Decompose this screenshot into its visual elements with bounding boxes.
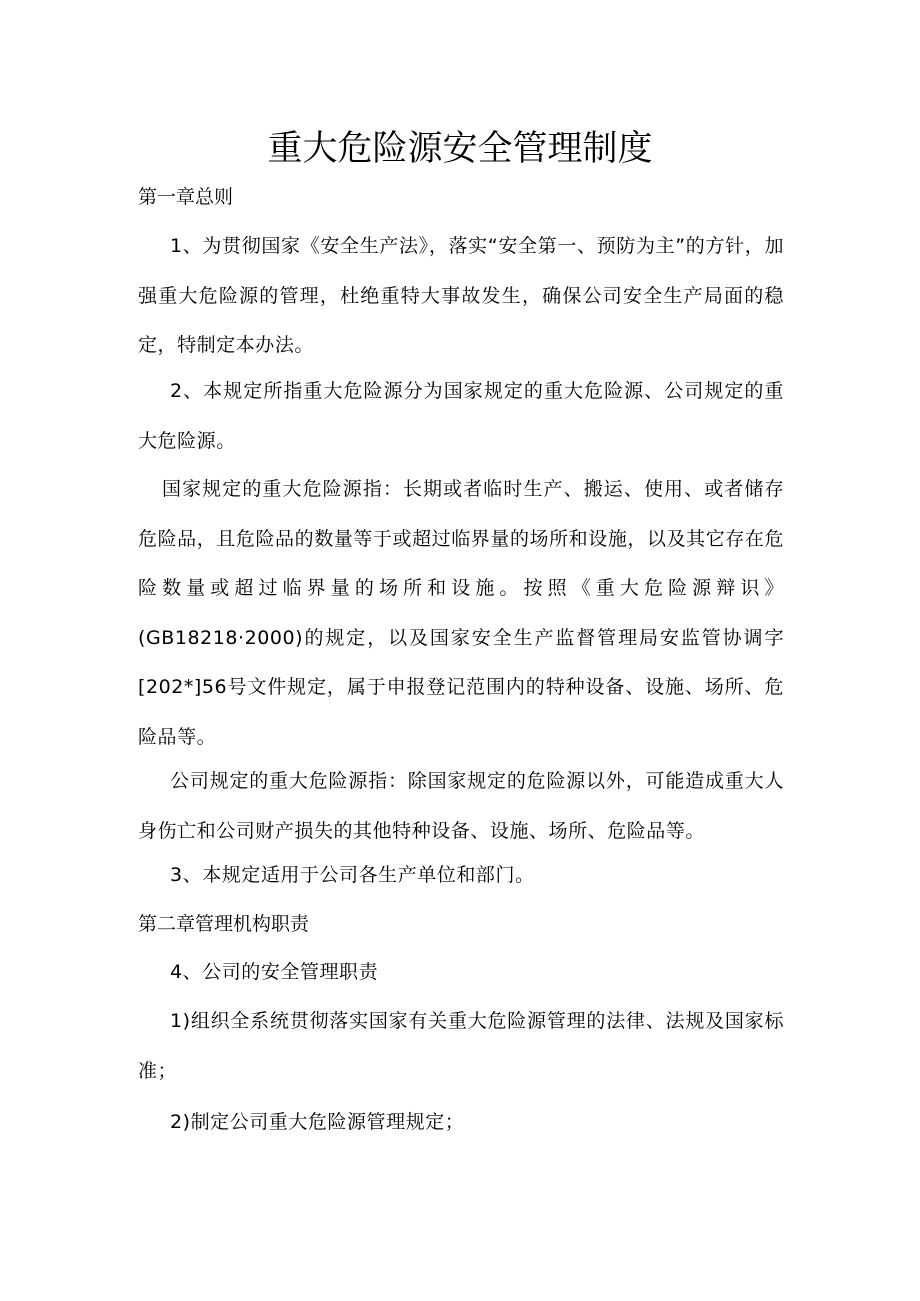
paragraph-2: 2、本规定所指重大危险源分为国家规定的重大危险源、公司规定的重大危险源。 [138,380,784,452]
paragraph-8: 2)制定公司重大危险源管理规定； [170,1111,465,1133]
document-title: 重大危险源安全管理制度 [267,129,653,170]
chapter-heading-1: 第一章总则 [138,186,234,208]
chapter-heading-2: 第二章管理机构职责 [138,913,310,935]
paragraph-3: 国家规定的重大危险源指：长期或者临时生产、搬运、使用、或者储存危险品，且危险品的数量等于或超过临界量的场所和设施，以及其它存在危险数量或超过临界量的场所和设施。按照《重大危险源辩识》(GB18218·2000)的规定，以及国家安全生产监督管理局安监管协调字[202*]56号文件规定，属于申报登记范围内的特种设备、设施、场所、危险品等。 [138,478,784,748]
paragraph-1: 1、为贯彻国家《安全生产法》，落实“安全第一、预防为主”的方针，加强重大危险源的管理，杜绝重特大事故发生，确保公司安全生产局面的稳定，特制定本办法。 [138,235,784,356]
paragraph-4: 公司规定的重大危险源指：除国家规定的危险源以外，可能造成重大人身伤亡和公司财产损失的其他特种设备、设施、场所、危险品等。 [138,770,784,842]
paragraph-6: 4、公司的安全管理职责 [170,961,379,983]
paragraph-5: 3、本规定适用于公司各生产单位和部门。 [170,864,535,886]
paragraph-7: 1)组织全系统贯彻落实国家有关重大危险源管理的法律、法规及国家标准； [138,1010,784,1082]
